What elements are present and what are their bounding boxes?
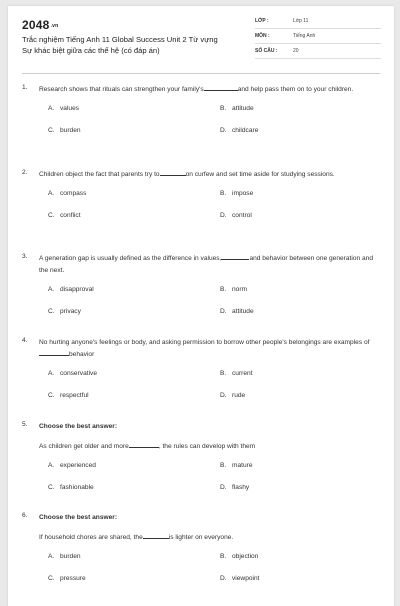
option-text: conflict: [60, 212, 81, 219]
option-key: A.: [48, 286, 55, 293]
option-b[interactable]: [220, 553, 258, 560]
option-key: D.: [220, 575, 227, 582]
option-key: D.: [220, 484, 227, 491]
option-b[interactable]: [220, 462, 253, 469]
question-text: [39, 169, 376, 181]
answer-options: [8, 551, 394, 595]
option-text: objection: [232, 553, 259, 560]
question-text-part: behavior: [69, 351, 95, 358]
question-text-part: is lighter on everyone.: [168, 534, 234, 541]
option-text: impose: [232, 190, 254, 197]
option-text: norm: [232, 286, 248, 293]
option-c[interactable]: [48, 484, 94, 491]
option-b[interactable]: [220, 105, 254, 112]
question-number: 1.: [22, 84, 28, 91]
question-text-part: , the rules can develop with them: [158, 443, 256, 450]
option-text: values: [60, 105, 80, 112]
option-a[interactable]: [48, 553, 81, 560]
document-meta: [255, 16, 381, 61]
option-key: B.: [220, 190, 227, 197]
option-key: A.: [48, 190, 55, 197]
option-b[interactable]: [220, 370, 253, 377]
answer-options: [8, 188, 394, 232]
question-item: [8, 337, 394, 421]
option-b[interactable]: [220, 286, 247, 293]
option-key: C.: [48, 127, 55, 134]
question-number: 3.: [22, 253, 28, 260]
option-key: C.: [48, 212, 55, 219]
option-c[interactable]: [48, 392, 89, 399]
question-item: [8, 421, 394, 512]
option-text: current: [232, 370, 253, 377]
option-text: mature: [232, 462, 253, 469]
option-d[interactable]: [220, 484, 249, 491]
meta-row-count: [255, 46, 381, 59]
question-text-part: and behavior between one generation and the next.: [39, 255, 373, 274]
answer-blank: [221, 259, 249, 260]
question-item: [8, 84, 394, 169]
option-c[interactable]: [48, 575, 86, 582]
option-key: C.: [48, 308, 55, 315]
meta-value: 20: [293, 48, 299, 54]
document-title-line2: Sự khác biệt giữa các thế hệ (có đáp án): [22, 46, 160, 55]
option-text: control: [232, 212, 252, 219]
question-text-part: If household chores are shared, the: [39, 534, 143, 541]
option-text: disapproval: [60, 286, 94, 293]
question-text-part: A generation gap is usually defined as the difference in values,: [39, 255, 222, 262]
answer-options: [8, 368, 394, 412]
option-text: compass: [60, 190, 87, 197]
option-key: A.: [48, 105, 55, 112]
option-d[interactable]: [220, 392, 245, 399]
option-text: attitude: [232, 308, 254, 315]
meta-label: SỐ CÂU :: [255, 48, 278, 54]
option-key: D.: [220, 127, 227, 134]
option-text: experienced: [60, 462, 96, 469]
answer-options: [8, 103, 394, 147]
option-key: B.: [220, 105, 227, 112]
document-title-line1: Trắc nghiệm Tiếng Anh 11 Global Success Unit 2 Từ vựng: [22, 35, 218, 44]
option-text: burden: [60, 127, 81, 134]
option-key: A.: [48, 553, 55, 560]
option-d[interactable]: [220, 212, 252, 219]
option-key: B.: [220, 286, 227, 293]
question-text-part: Children object the fact that parents try to: [39, 171, 160, 178]
question-number: 2.: [22, 169, 28, 176]
option-text: viewpoint: [232, 575, 260, 582]
option-key: D.: [220, 392, 227, 399]
option-c[interactable]: [48, 212, 81, 219]
option-a[interactable]: [48, 462, 96, 469]
document-page: [8, 6, 394, 606]
meta-label: LỚP :: [255, 18, 269, 24]
meta-value: Tiếng Anh: [293, 33, 316, 39]
option-d[interactable]: [220, 127, 258, 134]
option-key: A.: [48, 462, 55, 469]
option-text: fashionable: [60, 484, 94, 491]
answer-blank: [160, 175, 186, 176]
option-text: burden: [60, 553, 81, 560]
option-text: flashy: [232, 484, 250, 491]
option-key: C.: [48, 392, 55, 399]
option-text: conservative: [60, 370, 98, 377]
option-c[interactable]: [48, 308, 81, 315]
option-a[interactable]: [48, 286, 94, 293]
question-item: [8, 169, 394, 253]
option-text: rude: [232, 392, 246, 399]
answer-options: [8, 284, 394, 328]
question-text-part: Research shows that rituals can strengthen your family's: [39, 86, 204, 93]
option-b[interactable]: [220, 190, 253, 197]
option-a[interactable]: [48, 105, 79, 112]
question-text-part: on curfew and set time aside for studying sessions.: [185, 171, 335, 178]
option-key: B.: [220, 370, 227, 377]
logo-suffix: .vn: [50, 22, 59, 29]
option-a[interactable]: [48, 190, 86, 197]
question-number: 5.: [22, 421, 28, 428]
option-key: B.: [220, 553, 227, 560]
question-text: [39, 441, 376, 453]
option-text: pressure: [60, 575, 86, 582]
question-number: 4.: [22, 337, 28, 344]
option-text: childcare: [232, 127, 259, 134]
option-a[interactable]: [48, 370, 97, 377]
option-text: respectful: [60, 392, 89, 399]
option-d[interactable]: [220, 575, 260, 582]
answer-blank: [39, 355, 69, 356]
question-text: [39, 253, 376, 277]
option-key: C.: [48, 484, 55, 491]
question-text-part: No hurting anyone's feelings or body, and asking permission to borrow other people's belongings are examples of: [39, 339, 370, 346]
meta-label: MÔN :: [255, 33, 270, 39]
option-c[interactable]: [48, 127, 81, 134]
option-key: A.: [48, 370, 55, 377]
question-number: 6.: [22, 512, 28, 519]
option-key: D.: [220, 212, 227, 219]
option-key: D.: [220, 308, 227, 315]
site-logo[interactable]: [22, 18, 58, 32]
question-heading: Choose the best answer:: [39, 514, 118, 521]
option-text: privacy: [60, 308, 81, 315]
option-key: C.: [48, 575, 55, 582]
question-list: [8, 84, 394, 600]
answer-blank: [204, 90, 238, 91]
question-item: [8, 512, 394, 600]
answer-blank: [143, 538, 169, 539]
question-text: [39, 84, 376, 96]
question-text-part: and help pass them on to your children.: [237, 86, 354, 93]
option-d[interactable]: [220, 308, 254, 315]
question-text-part: As children get older and more: [39, 443, 129, 450]
meta-row-subject: [255, 31, 381, 44]
answer-blank: [129, 447, 159, 448]
page-header: [8, 6, 394, 70]
meta-value: Lớp 11: [293, 18, 309, 24]
question-text: [39, 337, 376, 361]
answer-options: [8, 460, 394, 504]
question-item: [8, 253, 394, 337]
header-divider: [22, 73, 380, 74]
meta-row-class: [255, 16, 381, 29]
question-heading: Choose the best answer:: [39, 423, 118, 430]
logo-text: 2048: [22, 18, 50, 32]
option-key: B.: [220, 462, 227, 469]
question-text: [39, 532, 376, 544]
option-text: attitude: [232, 105, 254, 112]
